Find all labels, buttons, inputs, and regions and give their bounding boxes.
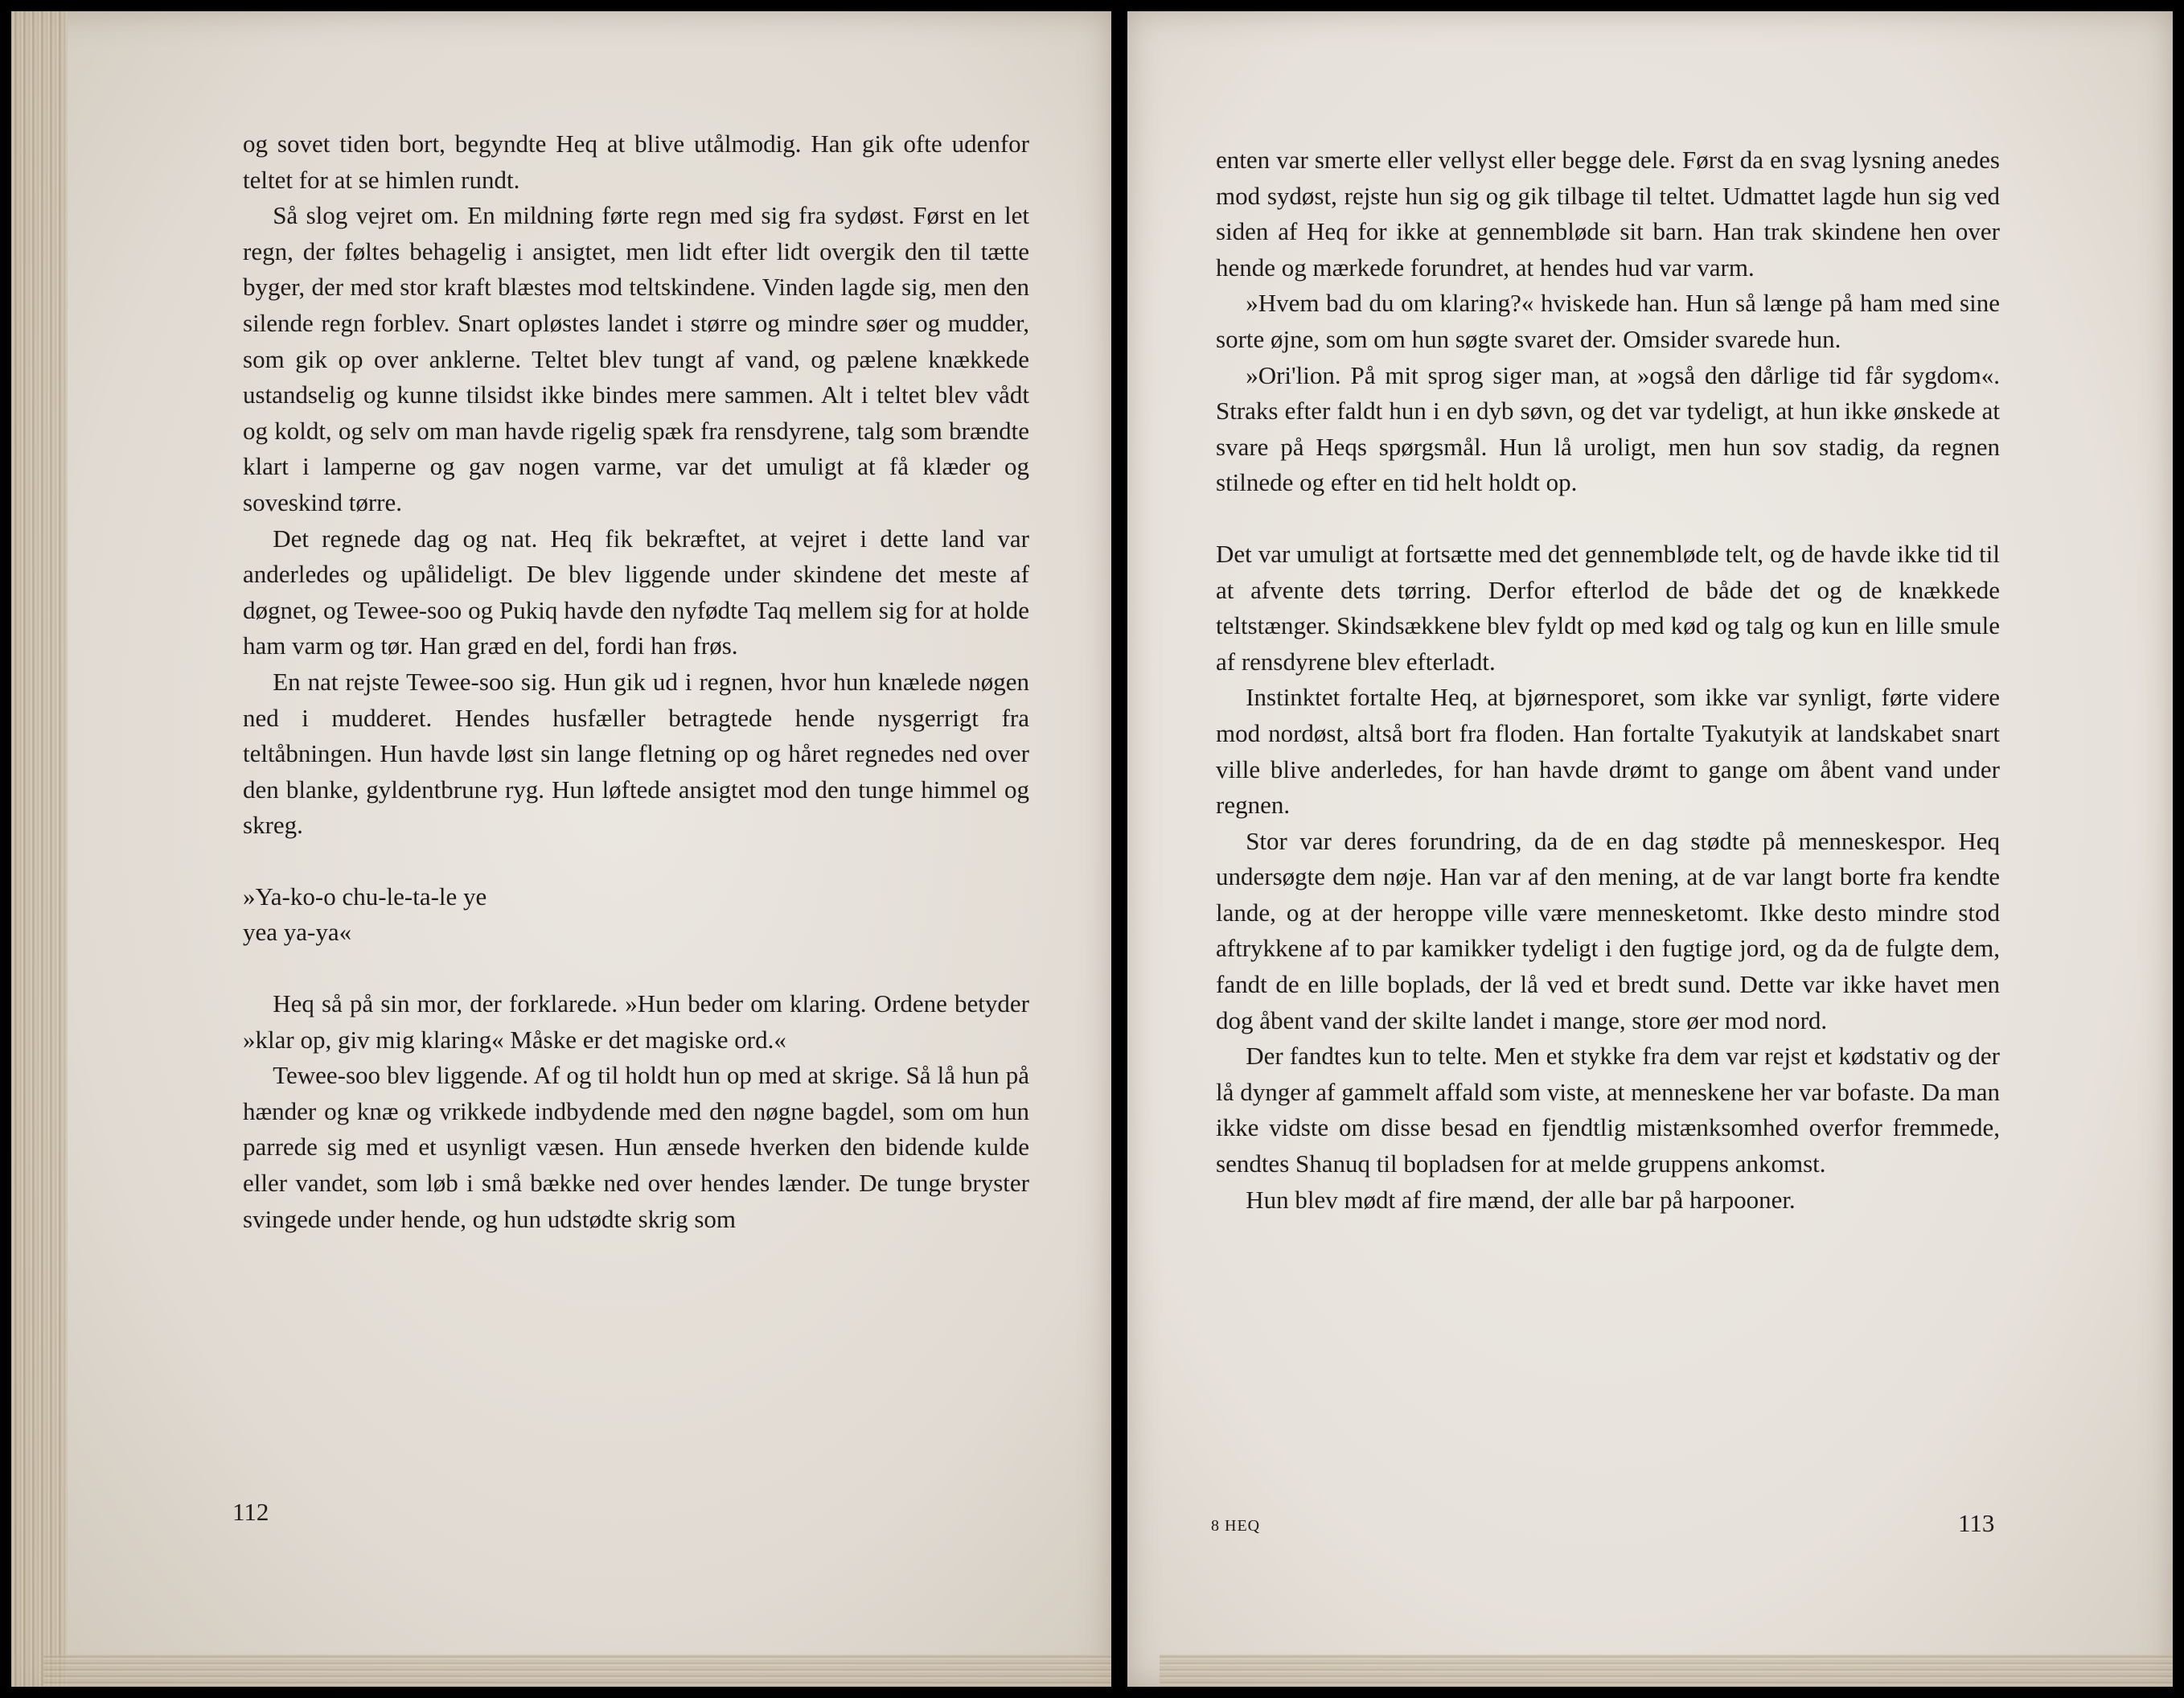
paragraph: Det var umuligt at fortsætte med det gennembløde telt, og de havde ikke tid til at afvente dets tørring. Derfor efterlod de både det og de knækkede teltstænger. Skindsækkene blev fyldt op med kød og talg og kun en lille smule af rensdyrene blev efterladt. [1216, 539, 2000, 676]
page-bottom-edge [43, 1655, 1111, 1687]
page-number: 112 [232, 1498, 269, 1526]
paragraph: Stor var deres forundring, da de en dag stødte på menneskespor. Heq undersøgte dem nøje. Han var af den mening, at de var langt borte fra kendte lande, og at der heroppe ville være mennesketomt. Ikke desto mindre stod aftrykkene af to par kamikker tydeligt i den fugtige jord, og da de fulgte dem, fandt de en lille boplads, der lå ved et bredt sund. Dette var ikke havet men dog åbent vand der skilte landet i mange, store øer mod nord. [1216, 826, 2000, 1034]
paragraph: Hun blev mødt af fire mænd, der alle bar på harpooner. [1246, 1185, 1796, 1214]
paragraph: Så slog vejret om. En mildning førte regn med sig fra sydøst. Først en let regn, der føltes behagelig i ansigtet, men lidt efter lidt overgik den til tætte byger, der med stor kraft blæstes mod teltskindene. Vinden lagde sig, men den silende regn forblev. Snart opløstes landet i større og mindre søer og mudder, som gik op over anklerne. Teltet blev tungt af vand, og pælene knækkede ustandselig og kunne tilsidst ikke bindes mere sammen. Alt i teltet blev vådt og koldt, og selv om man havde rigelig spæk fra rensdyrene, talg som brændte klart i lamperne og gav nogen varme, var det umuligt at få klæder og soveskind tørre. [243, 201, 1029, 516]
paragraph: Instinktet fortalte Heq, at bjørnesporet, som ikke var synligt, førte videre mod nordøst, altså bort fra floden. Han fortalte Tyakutyik at landskabet snart ville blive anderledes, for han havde drømt to gange om åbent vand under regnen. [1216, 683, 2000, 820]
verse [243, 879, 1029, 951]
paragraph: Der fandtes kun to telte. Men et stykke fra dem var rejst et kødstativ og der lå dynger af gammelt affald som viste, at menneskene her var bofaste. Da man ikke vidste om disse besad en fjendtlig mistænksomhed overfor fremmede, sendtes Shanuq til bopladsen for at melde gruppens ankomst. [1216, 1042, 2000, 1178]
page-number: 113 [1958, 1509, 1995, 1537]
paragraph: Tewee-soo blev liggende. Af og til holdt hun op med at skrige. Så lå hun på hænder og knæ og vrikkede indbydende med den nøgne bagdel, som om hun parrede sig med et usynligt væsen. Hun ænsede hverken den bidende kulde eller vandet, som løb i små bække ned over hendes lænder. De tunge bryster svingede under hende, og hun udstødte skrig som [243, 1061, 1029, 1233]
paragraph: Det regnede dag og nat. Heq fik bekræftet, at vejret i dette land var anderledes og upålideligt. De blev liggende under skindene det meste af døgnet, og Tewee-soo og Pukiq havde den nyfødte Taq mellem sig for at holde ham varm og tør. Han græd en del, fordi han frøs. [243, 524, 1029, 660]
left-page [11, 11, 1111, 1687]
page-bottom-edge [1160, 1655, 2173, 1687]
right-page-text [1216, 142, 2000, 1218]
signature-mark: 8 HEQ [1211, 1517, 1261, 1535]
paragraph: »Ori'lion. På mit sprog siger man, at »også den dårlige tid får sygdom«. Straks efter faldt hun i en dyb søvn, og det var tydeligt, at hun ikke ønskede at svare på Heqs spørgsmål. Hun lå uroligt, men hun sov stadig, da regnen stilnede og efter en tid helt holdt op. [1216, 360, 2000, 497]
paragraph: Heq så på sin mor, der forklarede. »Hun beder om klaring. Ordene betyder »klar op, giv mig klaring« Måske er det magiske ord.« [243, 989, 1029, 1054]
spacer [243, 951, 1029, 986]
paragraph: og sovet tiden bort, begyndte Heq at blive utålmodig. Han gik ofte udenfor teltet for at se himlen rundt. [243, 130, 1029, 194]
left-page-text [243, 126, 1029, 1237]
paragraph: enten var smerte eller vellyst eller begge dele. Først da en svag lysning anedes mod sydøst, rejste hun sig og gik tilbage til teltet. Udmattet lagde hun sig ved siden af Heq for ikke at gennembløde sit barn. Han trak skindene hen over hende og mærkede forundret, at hendes hud var varm. [1216, 146, 2000, 282]
paragraph: »Hvem bad du om klaring?« hviskede han. Hun så længe på ham med sine sorte øjne, som om hun søgte svaret der. Omsider svarede hun. [1216, 289, 2000, 353]
spacer [243, 844, 1029, 879]
right-page [1127, 11, 2173, 1687]
verse-line: »Ya-ko-o chu-le-ta-le ye [243, 882, 487, 911]
paragraph: En nat rejste Tewee-soo sig. Hun gik ud i regnen, hvor hun knælede nøgen ned i mudderet. Hendes husfæller betragtede hende nysgerrigt fra teltåbningen. Hun havde løst sin lange fletning op og håret regnedes ned over den blanke, gyldentbrune ryg. Hun løftede ansigtet mod den tunge himmel og skreg. [243, 667, 1029, 840]
spacer [1216, 501, 2000, 537]
page-edges [11, 11, 68, 1687]
verse-line: yea ya-ya« [243, 918, 352, 947]
